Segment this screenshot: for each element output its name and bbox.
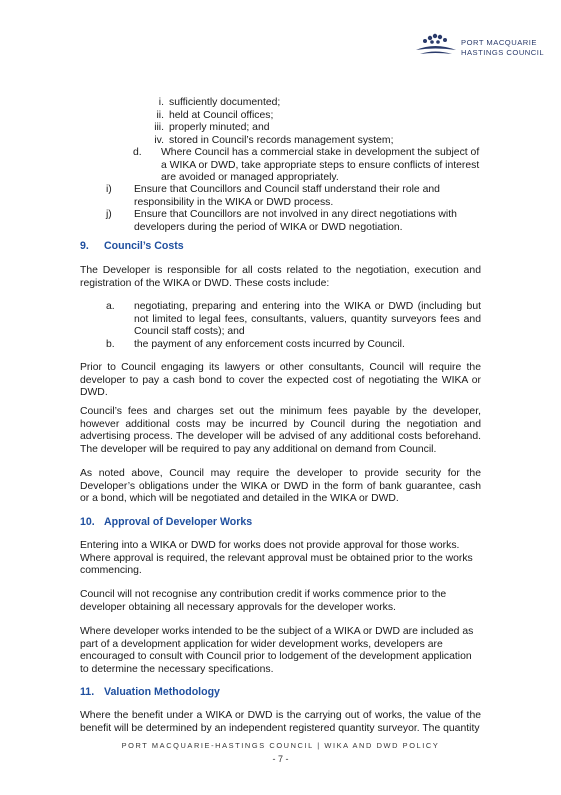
logo-line-2: HASTINGS COUNCIL [461,47,545,57]
list-item: Ensure that Councillors and Council staff understand their role and responsibility in the WIKA or DWD process. [134,184,440,208]
list-item: Ensure that Councillors are not involved in any direct negotiations with developers during the period of WIKA or DWD negotiation. [134,209,457,233]
list-label: i) [106,184,112,195]
paragraph: Entering into a WIKA or DWD for works does not provide approval for those works. Where approval is required, the relevant approval must be obtained prior to the works commencing. [80,540,473,576]
section-number: 11. [80,686,95,698]
section-heading [80,686,220,699]
section-heading [80,516,252,529]
list-label: iv. [154,134,164,146]
council-logo-text [461,38,544,57]
list-label: j) [106,209,112,220]
paragraph: Prior to Council engaging its lawyers or other consultants, Council will require the developer to pay a cash bond to cover the expected cost of negotiating the WIKA or DWD. [80,362,481,398]
section-title: Approval of Developer Works [104,516,253,528]
section-number: 9. [80,240,89,252]
section-number: 10. [80,516,95,528]
section-title: Valuation Methodology [104,686,220,698]
list-label: d. [133,147,142,158]
list-item: sufficiently documented; [169,97,281,108]
list-label: i. [158,97,164,108]
list-item: stored in Council’s records management system; [169,134,394,146]
page-number: - 7 - [272,754,289,764]
paragraph: Council’s fees and charges set out the minimum fees payable by the developer, however additional costs may be incurred by Council during the negotiation and advertising process. The developer will be advised of any additional costs beforehand. The developer will be required to pay any additional on demand from Council. [80,406,481,455]
logo-line-1: PORT MACQUARIE [461,38,537,47]
list-label: b. [106,339,115,350]
list-item: negotiating, preparing and entering into the WIKA or DWD (including but not limited to legal fees, consultants, valuers, quantity surveyors fees and Council staff costs); and [134,301,481,337]
paragraph: Where the benefit under a WIKA or DWD is the carrying out of works, the value of the benefit will be determined by an independent registered quantity surveyor. The quantity [80,710,481,734]
list-item: properly minuted; and [169,122,270,133]
paragraph: The Developer is responsible for all costs related to the negotiation, execution and registration of the WIKA or DWD. These costs include: [80,265,481,289]
list-label: iii. [154,122,164,133]
list-label: ii. [156,109,164,121]
section-heading [80,240,184,253]
list-item: held at Council offices; [169,109,274,121]
list-label: a. [106,301,115,312]
paragraph: As noted above, Council may require the developer to provide security for the Developer’s obligations under the WIKA or DWD in the form of bank guarantee, cash or a bond, which will be negotiated and detailed in the WIKA or DWD. [80,468,481,504]
list-item: the payment of any enforcement costs incurred by Council. [134,339,405,350]
section-title: Council’s Costs [104,240,184,252]
page-footer: PORT MACQUARIE-HASTINGS COUNCIL | WIKA AND DWD POLICY [121,741,440,750]
paragraph: Council will not recognise any contribution credit if works commence prior to the developer obtaining all necessary approvals for the developer works. [80,589,447,613]
list-item: Where Council has a commercial stake in development the subject of a WIKA or DWD, take appropriate steps to ensure conflicts of interest are avoided or managed appropriately. [161,147,480,183]
paragraph: Where developer works intended to be the subject of a WIKA or DWD are included as part of a development application for wider development works, developers are encouraged to consult with Council prior to lodgement of the development application to determine the necessary specifications. [80,626,474,675]
